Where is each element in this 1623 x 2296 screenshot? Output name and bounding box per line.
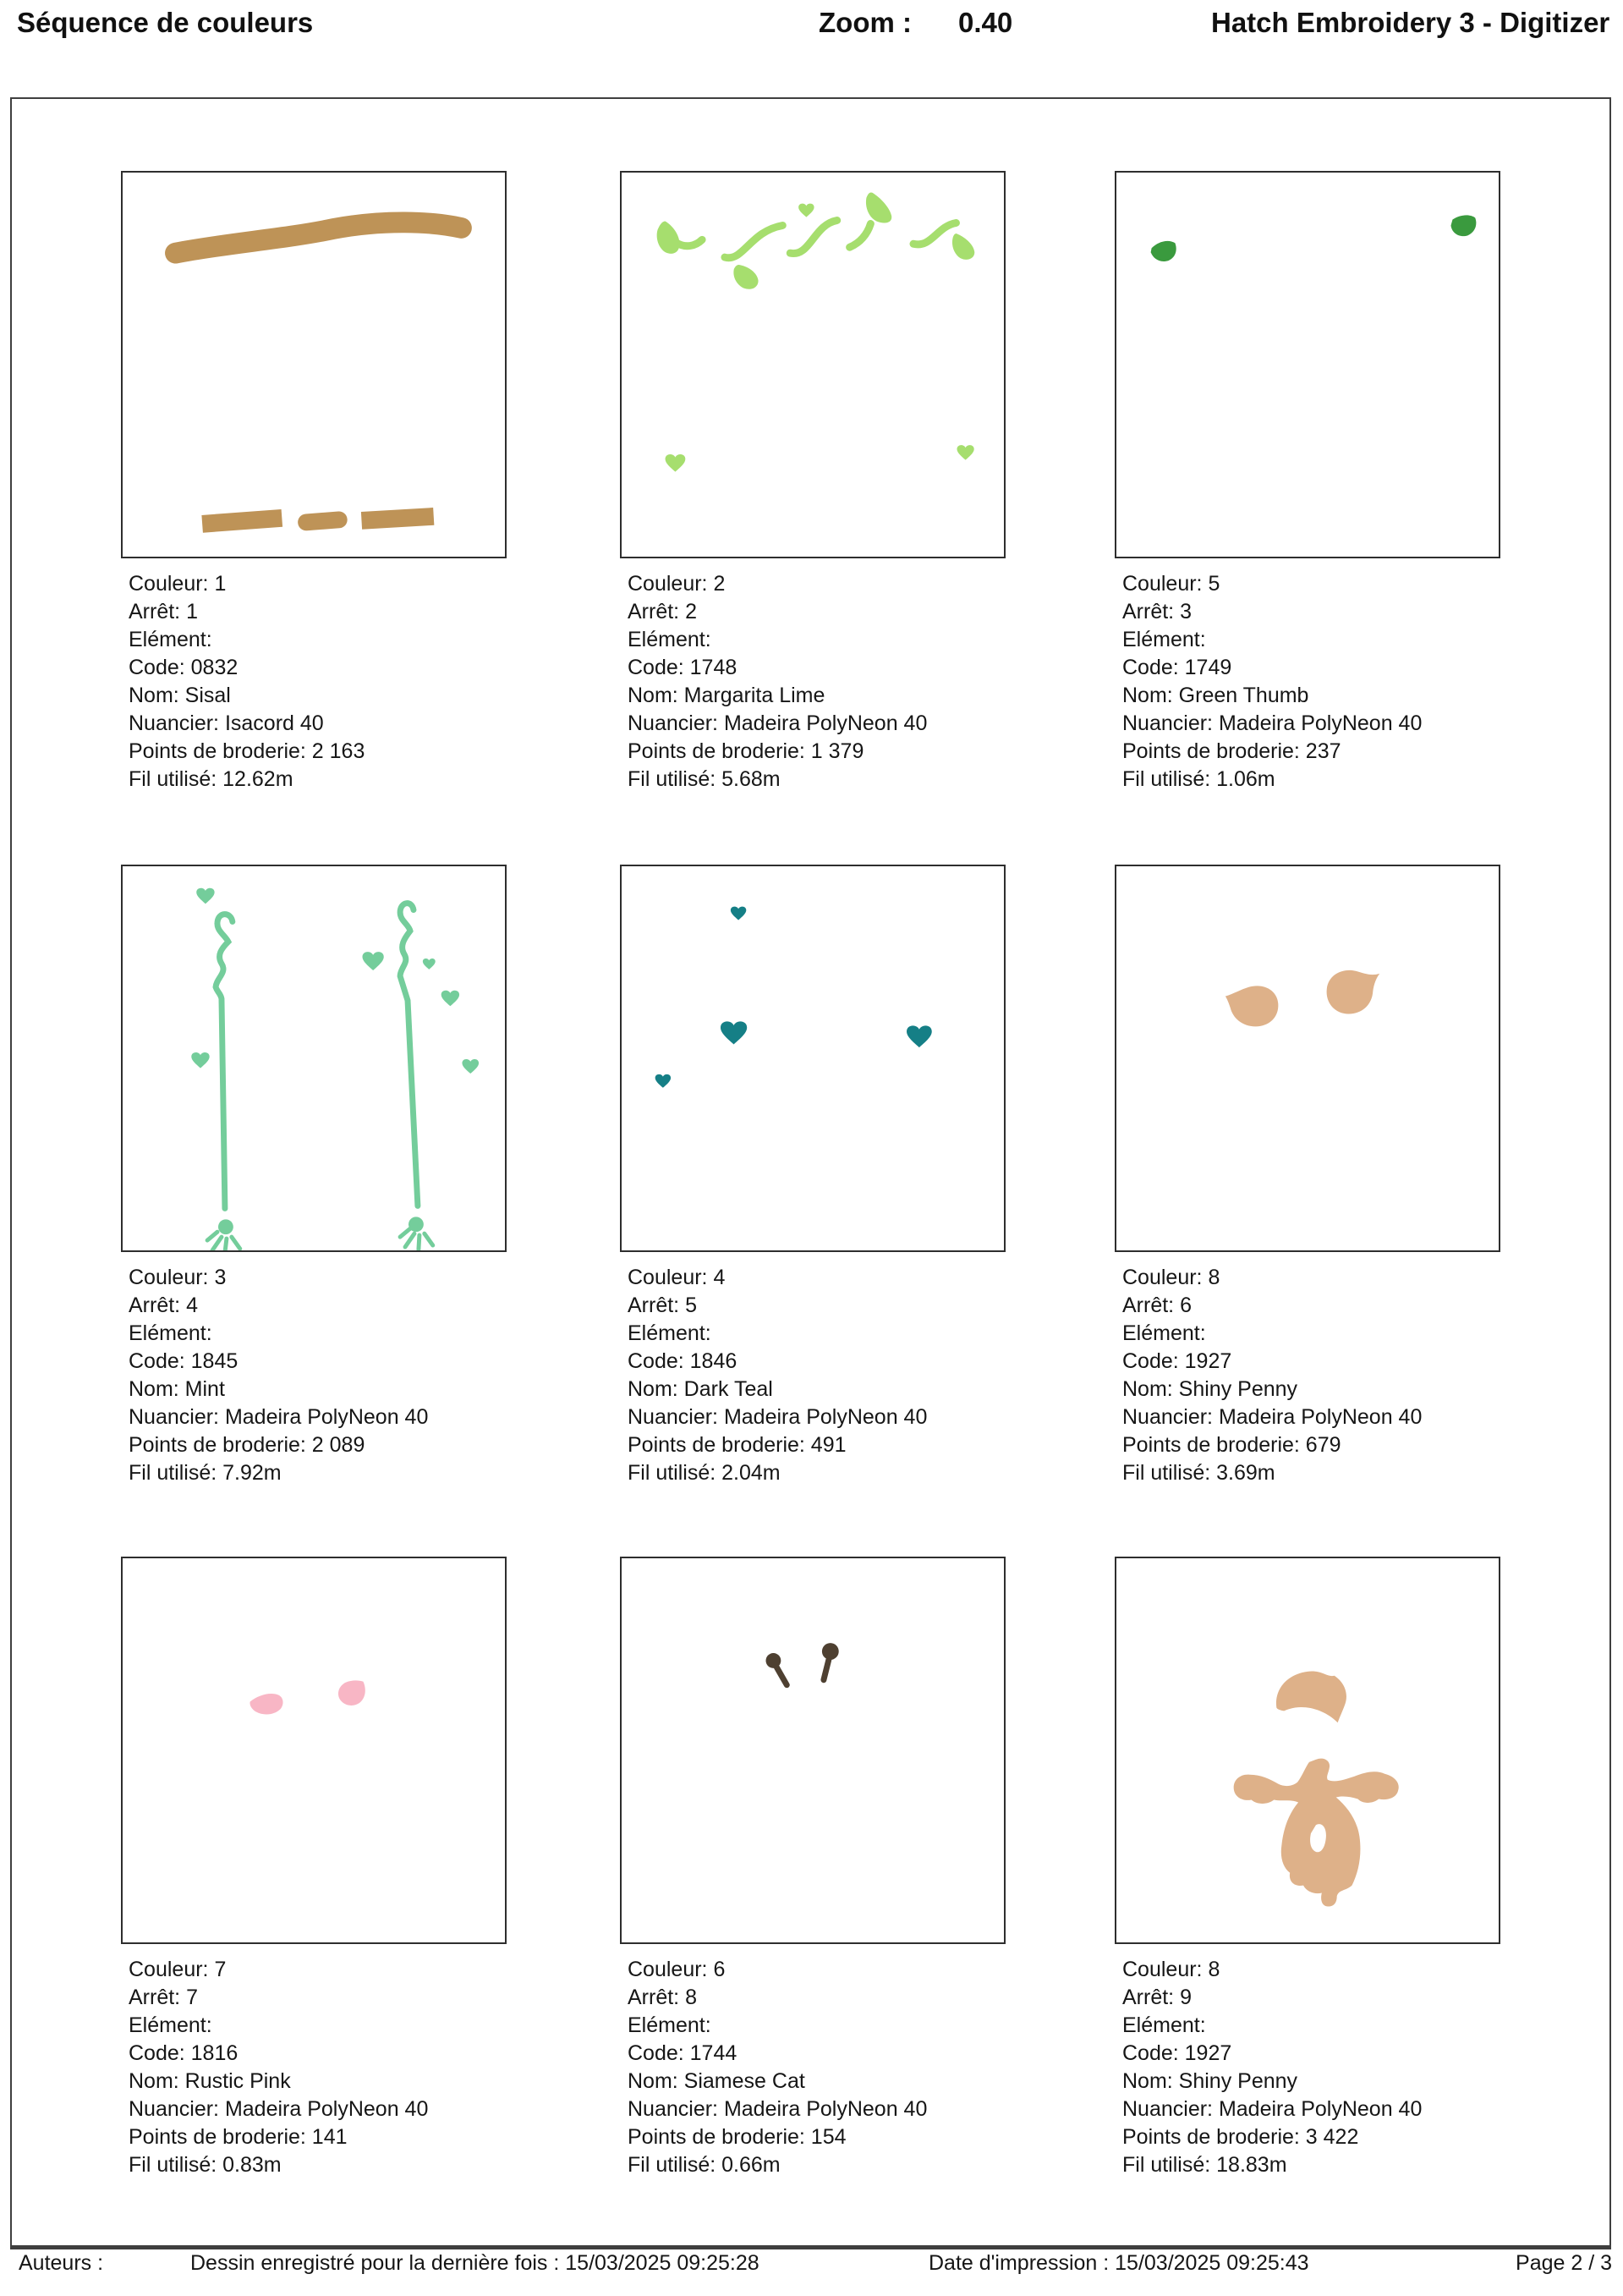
info-line: Nom: Margarita Lime <box>628 684 825 707</box>
info-line: Nuancier: Madeira PolyNeon 40 <box>628 711 928 735</box>
info-line: Points de broderie: 2 163 <box>129 739 365 763</box>
info-line: Fil utilisé: 7.92m <box>129 1461 282 1485</box>
info-line: Fil utilisé: 5.68m <box>628 767 781 791</box>
page-title: Séquence de couleurs <box>17 7 314 38</box>
info-line: Arrêt: 9 <box>1122 1986 1192 2009</box>
stitch-preview-box-8 <box>620 1557 1006 1944</box>
stitch-preview-box-2 <box>620 171 1006 558</box>
info-line: Nuancier: Madeira PolyNeon 40 <box>129 1405 429 1429</box>
footer-last-saved: Dessin enregistré pour la dernière fois : 15/03/2025 09:25:28 <box>190 2251 759 2275</box>
thread-info-9 <box>1115 1956 1500 2179</box>
info-line: Fil utilisé: 18.83m <box>1122 2153 1287 2177</box>
color-seq-cell-1 <box>121 171 507 794</box>
info-line: Nom: Dark Teal <box>628 1377 773 1401</box>
info-line: Nom: Mint <box>129 1377 225 1401</box>
stitch-drawing-rustic-pink <box>123 1558 505 1942</box>
info-line: Couleur: 8 <box>1122 1266 1220 1289</box>
info-line: Code: 1816 <box>129 2041 239 2065</box>
info-line: Fil utilisé: 12.62m <box>129 767 293 791</box>
info-line: Arrêt: 8 <box>628 1986 697 2009</box>
info-line: Code: 1927 <box>1122 1349 1232 1373</box>
info-line: Elément: <box>1122 628 1206 651</box>
info-line: Nuancier: Madeira PolyNeon 40 <box>1122 711 1423 735</box>
thread-info-3 <box>1115 570 1500 794</box>
color-seq-cell-7 <box>121 1557 507 2179</box>
info-line: Nom: Green Thumb <box>1122 684 1309 707</box>
info-line: Couleur: 1 <box>129 572 227 596</box>
zoom-value: 0.40 <box>958 7 1013 38</box>
color-seq-cell-4 <box>121 865 507 1487</box>
info-line: Points de broderie: 491 <box>628 1433 847 1457</box>
stitch-preview-box-5 <box>620 865 1006 1252</box>
info-line: Code: 1749 <box>1122 656 1232 679</box>
stitch-drawing-shiny-penny-figure <box>1116 1558 1499 1942</box>
info-line: Arrêt: 5 <box>628 1294 697 1317</box>
info-line: Nuancier: Madeira PolyNeon 40 <box>129 2097 429 2121</box>
info-line: Nuancier: Madeira PolyNeon 40 <box>1122 2097 1423 2121</box>
info-line: Arrêt: 1 <box>129 600 198 623</box>
stitch-drawing-siamese-cat <box>622 1558 1004 1942</box>
info-line: Nom: Sisal <box>129 684 231 707</box>
info-line: Points de broderie: 2 089 <box>129 1433 365 1457</box>
app-name: Hatch Embroidery 3 - Digitizer <box>1211 7 1610 38</box>
stitch-preview-box-4 <box>121 865 507 1252</box>
info-line: Code: 0832 <box>129 656 239 679</box>
info-line: Nom: Shiny Penny <box>1122 1377 1298 1401</box>
footer-print-date: Date d'impression : 15/03/2025 09:25:43 <box>929 2251 1309 2275</box>
info-line: Elément: <box>628 628 711 651</box>
info-line: Couleur: 3 <box>129 1266 227 1289</box>
info-line: Code: 1748 <box>628 656 737 679</box>
thread-info-1 <box>121 570 507 794</box>
thread-info-4 <box>121 1264 507 1487</box>
info-line: Points de broderie: 679 <box>1122 1433 1341 1457</box>
info-line: Arrêt: 2 <box>628 600 697 623</box>
info-line: Fil utilisé: 1.06m <box>1122 767 1275 791</box>
color-seq-cell-2 <box>620 171 1006 794</box>
info-line: Code: 1927 <box>1122 2041 1232 2065</box>
info-line: Couleur: 2 <box>628 572 726 596</box>
stitch-drawing-shiny-penny-ears <box>1116 866 1499 1250</box>
thread-info-2 <box>620 570 1006 794</box>
stitch-drawing-sisal <box>123 173 505 557</box>
info-line: Fil utilisé: 3.69m <box>1122 1461 1275 1485</box>
stitch-preview-box-3 <box>1115 171 1500 558</box>
thread-info-7 <box>121 1956 507 2179</box>
info-line: Nuancier: Isacord 40 <box>129 711 324 735</box>
color-seq-cell-8 <box>620 1557 1006 2179</box>
footer-authors: Auteurs : <box>19 2251 104 2275</box>
info-line: Elément: <box>1122 2013 1206 2037</box>
stitch-preview-box-9 <box>1115 1557 1500 1944</box>
info-line: Fil utilisé: 2.04m <box>628 1461 781 1485</box>
info-line: Nuancier: Madeira PolyNeon 40 <box>628 1405 928 1429</box>
info-line: Nuancier: Madeira PolyNeon 40 <box>628 2097 928 2121</box>
info-line: Elément: <box>628 2013 711 2037</box>
color-seq-cell-3 <box>1115 171 1500 794</box>
info-line: Couleur: 7 <box>129 1958 227 1981</box>
info-line: Points de broderie: 237 <box>1122 739 1341 763</box>
info-line: Arrêt: 3 <box>1122 600 1192 623</box>
info-line: Arrêt: 6 <box>1122 1294 1192 1317</box>
info-line: Couleur: 4 <box>628 1266 726 1289</box>
info-line: Points de broderie: 154 <box>628 2125 847 2149</box>
thread-info-8 <box>620 1956 1006 2179</box>
thread-info-6 <box>1115 1264 1500 1487</box>
color-seq-cell-6 <box>1115 865 1500 1487</box>
stitch-drawing-mint <box>123 866 505 1250</box>
info-line: Arrêt: 4 <box>129 1294 198 1317</box>
stitch-drawing-green-thumb <box>1116 173 1499 557</box>
info-line: Elément: <box>129 1321 212 1345</box>
info-line: Elément: <box>129 628 212 651</box>
info-line: Couleur: 5 <box>1122 572 1220 596</box>
info-line: Elément: <box>1122 1321 1206 1345</box>
info-line: Arrêt: 7 <box>129 1986 198 2009</box>
stitch-drawing-margarita-lime <box>622 173 1004 557</box>
thread-info-5 <box>620 1264 1006 1487</box>
stitch-preview-box-1 <box>121 171 507 558</box>
info-line: Code: 1846 <box>628 1349 737 1373</box>
info-line: Fil utilisé: 0.83m <box>129 2153 282 2177</box>
info-line: Fil utilisé: 0.66m <box>628 2153 781 2177</box>
stitch-drawing-dark-teal <box>622 866 1004 1250</box>
info-line: Nom: Rustic Pink <box>129 2069 291 2093</box>
stitch-preview-box-6 <box>1115 865 1500 1252</box>
info-line: Elément: <box>628 1321 711 1345</box>
info-line: Nuancier: Madeira PolyNeon 40 <box>1122 1405 1423 1429</box>
info-line: Points de broderie: 1 379 <box>628 739 864 763</box>
info-line: Points de broderie: 141 <box>129 2125 348 2149</box>
info-line: Couleur: 6 <box>628 1958 726 1981</box>
stitch-preview-box-7 <box>121 1557 507 1944</box>
footer-page-number: Page 2 / 3 <box>1516 2251 1612 2275</box>
info-line: Nom: Siamese Cat <box>628 2069 805 2093</box>
color-seq-cell-5 <box>620 865 1006 1487</box>
info-line: Couleur: 8 <box>1122 1958 1220 1981</box>
info-line: Points de broderie: 3 422 <box>1122 2125 1359 2149</box>
info-line: Elément: <box>129 2013 212 2037</box>
info-line: Nom: Shiny Penny <box>1122 2069 1298 2093</box>
color-seq-cell-9 <box>1115 1557 1500 2179</box>
zoom-label: Zoom : <box>819 7 912 38</box>
info-line: Code: 1744 <box>628 2041 737 2065</box>
info-line: Code: 1845 <box>129 1349 239 1373</box>
